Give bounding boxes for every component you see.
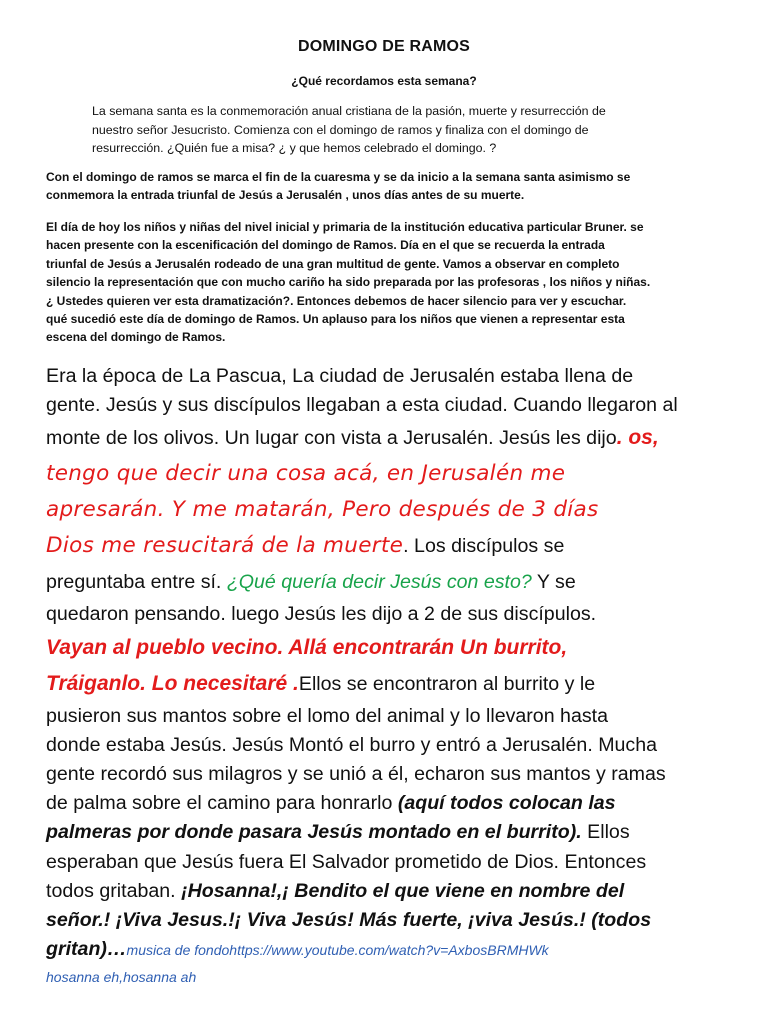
story-line (46, 789, 726, 818)
story-text (46, 362, 726, 989)
stage-direction: gritan)… (46, 938, 127, 961)
page-subtitle: ¿Qué recordamos esta semana? (291, 74, 477, 88)
jesus-quote-line: tengo que decir una cosa acá, en Jerusalén me (46, 461, 566, 487)
song-lyrics: hosanna eh,hosanna ah (46, 969, 197, 986)
story-segment: Y se (531, 571, 576, 594)
music-note (127, 942, 549, 958)
paragraph-cuaresma (46, 168, 726, 205)
paragraph-line: escena del domingo de Ramos. (46, 330, 226, 345)
music-label: musica de (126, 942, 195, 959)
story-segment: todos gritaban. (46, 879, 182, 902)
paragraph-line: conmemora la entrada triunfal de Jesús a Jerusalén , unos días antes de su muerte. (46, 188, 525, 203)
intro-paragraph (92, 102, 692, 158)
story-line (46, 420, 726, 456)
stage-direction: palmeras por donde pasara Jesús montado en el burrito). (46, 821, 582, 844)
intro-line: nuestro señor Jesucristo. Comienza con el domingo de ramos y finaliza con el domingo de (92, 122, 589, 137)
story-line (46, 818, 726, 847)
story-segment: Ellos se encontraron al burrito y le (298, 672, 596, 695)
paragraph-line: triunfal de Jesús a Jerusalén rodeado de una gran multitud de gente. Vamos a observar en completo (46, 256, 620, 271)
story-line (46, 564, 726, 600)
story-line: pusieron sus mantos sobre el lomo del animal y lo llevaron hasta (46, 704, 608, 727)
story-line: quedaron pensando. luego Jesús les dijo a 2 de sus discípulos. (46, 603, 597, 626)
music-link[interactable]: fondohttps://www.youtube.com/watch?v=AxbosBRMHWk (194, 942, 549, 959)
disciples-question: ¿Qué quería decir Jesús con esto? (226, 571, 532, 594)
paragraph-line: hacen presente con la escenificación del domingo de Ramos. Día en el que se recuerda la entrada (46, 238, 605, 253)
crowd-shout: señor.! ¡Viva Jesus.!¡ Viva Jesús! Más fuerte, ¡viva Jesús.! (todos (46, 909, 652, 932)
story-line (46, 877, 726, 906)
story-line: gente. Jesús y sus discípulos llegaban a esta ciudad. Cuando llegaron al (46, 394, 678, 417)
stage-direction: (aquí todos colocan las (397, 792, 616, 815)
jesus-instruction-end: Tráiganlo. Lo necesitaré . (46, 671, 299, 695)
paragraph-line: El día de hoy los niños y niñas del nivel inicial y primaria de la institución educativa particular Bruner. se (46, 220, 644, 234)
story-segment: monte de los olivos. Un lugar con vista a Jerusalén. Jesús les dijo (46, 427, 617, 450)
story-segment: Ellos (581, 821, 630, 844)
story-line (46, 935, 726, 965)
paragraph-line: qué sucedió este día de domingo de Ramos. Un aplauso para los niños que vienen a representar esta (46, 312, 625, 327)
paragraph-line: Con el domingo de ramos se marca el fin de la cuaresma y se da inicio a la semana santa asimismo se (46, 170, 631, 184)
story-line: donde estaba Jesús. Jesús Montó el burro y entró a Jerusalén. Mucha (46, 733, 658, 756)
jesus-quote-start: . os, (616, 426, 659, 450)
page-title: DOMINGO DE RAMOS (297, 38, 471, 55)
story-line: esperaban que Jesús fuera El Salvador prometido de Dios. Entonces (46, 850, 647, 873)
story-line: Era la época de La Pascua, La ciudad de Jerusalén estaba llena de (46, 365, 634, 387)
crowd-shout: ¡Hosanna!,¡ Bendito el que viene en nombre del (181, 879, 625, 902)
intro-line: La semana santa es la conmemoración anual cristiana de la pasión, muerte y resurrección de (92, 104, 606, 118)
story-line (46, 528, 726, 564)
story-line: gente recordó sus milagros y se unió a él, echaron sus mantos y ramas (46, 763, 666, 786)
story-line (46, 666, 726, 702)
story-segment: preguntaba entre sí. (46, 571, 227, 594)
story-segment: de palma sobre el camino para honrarlo (46, 792, 398, 815)
jesus-quote-end: Dios me resucitará de la muerte (46, 533, 404, 559)
intro-line: resurrección. ¿Quién fue a misa? ¿ y que hemos celebrado el domingo. ? (92, 141, 497, 155)
paragraph-escenificacion (46, 218, 726, 347)
jesus-quote-line: apresarán. Y me matarán, Pero después de 3 días (46, 497, 599, 523)
jesus-instruction: Vayan al pueblo vecino. Allá encontrarán Un burrito, (46, 635, 568, 659)
story-segment: . Los discípulos se (403, 535, 565, 558)
paragraph-line: silencio la representación que con mucho cariño ha sido preparada por las profesoras , los niños y niñas. (46, 275, 651, 290)
paragraph-line: ¿ Ustedes quieren ver esta dramatización?. Entonces debemos de hacer silencio para ver y escuchar. (46, 293, 627, 308)
